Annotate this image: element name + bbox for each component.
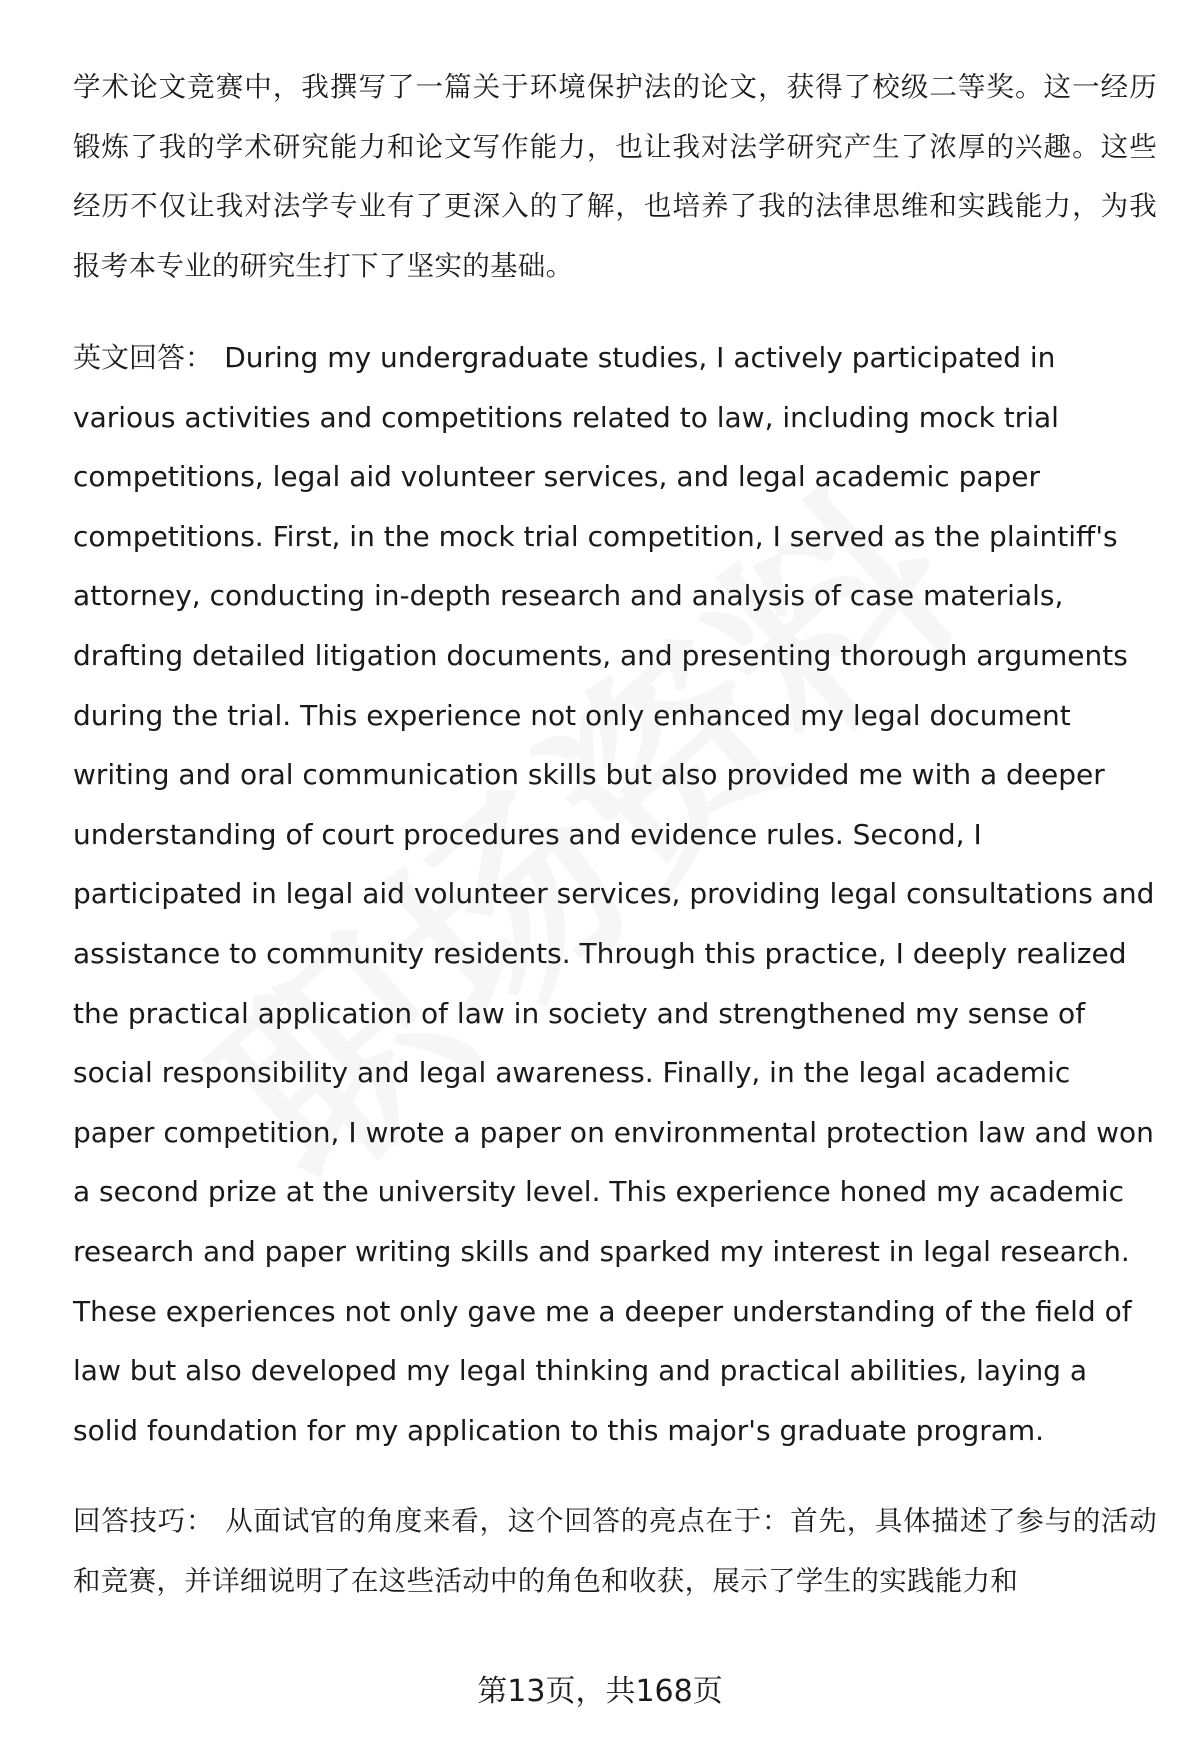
english-answer-label: 英文回答： [73,341,214,374]
paragraph-english-answer [73,328,1157,1460]
answer-tips-text: 从面试官的角度来看，这个回答的亮点在于：首先，具体描述了参与的活动和竞赛，并详细说明了在这些活动中的角色和收获，展示了学生的实践能力和 [73,1505,1157,1597]
paragraph-continuation [73,58,1157,296]
english-answer-text: During my undergraduate studies, I actively participated in various activities and competitions related to law, including mock trial competitions, legal aid volunteer services, and legal academic paper competitions. First, in the mock trial competition, I served as the plaintiff's attorney, conducting in-depth research and analysis of case materials, drafting detailed litigation documents, and presenting thorough arguments during the trial. This experience not only enhanced my legal document writing and oral communication skills but also provided me with a deeper understanding of court procedures and evidence rules. Second, I participated in legal aid volunteer services, providing legal consultations and assistance to community residents. Through this practice, I deeply realized the practical application of law in society and strengthened my sense of social responsibility and legal awareness. Finally, in the legal academic paper competition, I wrote a paper on environmental protection law and won a second prize at the university level. This experience honed my academic research and paper writing skills and sparked my interest in legal research. These experiences not only gave me a deeper understanding of the field of law but also developed my legal thinking and practical abilities, laying a solid foundation for my application to this major's graduate program. [73,341,1155,1447]
document-body [73,58,1157,1611]
answer-tips-label: 回答技巧： [73,1505,215,1538]
paragraph-continuation-text: 学术论文竞赛中，我撰写了一篇关于环境保护法的论文，获得了校级二等奖。这一经历锻炼了我的学术研究能力和论文写作能力，也让我对法学研究产生了浓厚的兴趣。这些经历不仅让我对法学专业有了更深入的了解，也培养了我的法律思维和实践能力，为我报考本专业的研究生打下了坚实的基础。 [73,71,1157,282]
paragraph-answer-tips [73,1492,1157,1611]
page-number-footer: 第13页，共168页 [477,1674,723,1709]
